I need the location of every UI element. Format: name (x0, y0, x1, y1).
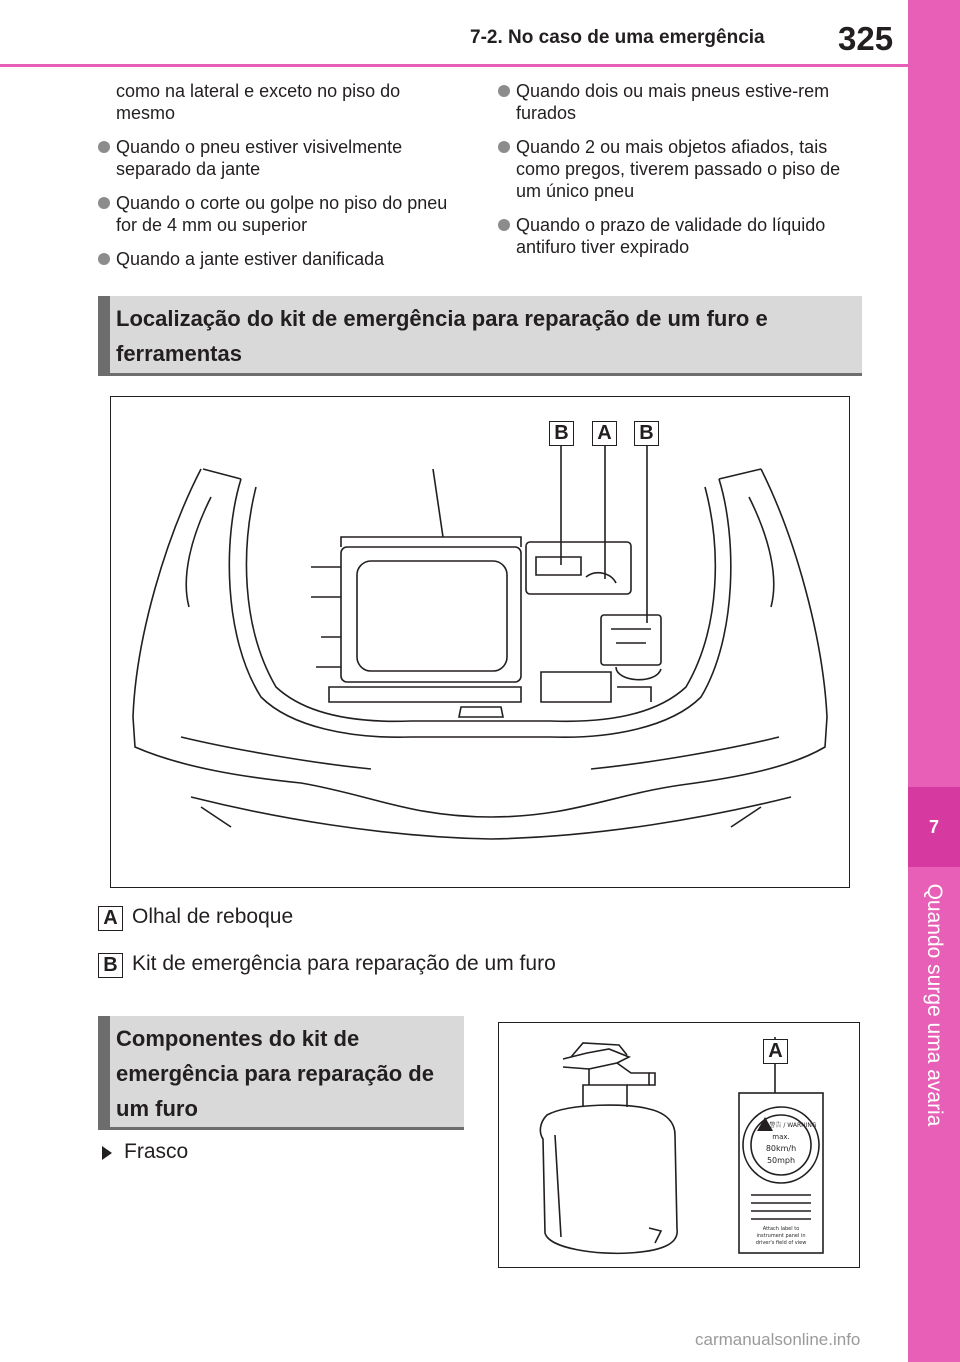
warning-label-note-2: instrument panel in (756, 1233, 806, 1239)
chapter-side-tab (908, 0, 960, 1362)
list-item-text: Quando dois ou mais pneus estive-rem furados (516, 81, 830, 123)
bullet-icon (498, 85, 510, 97)
bullet-icon (98, 197, 110, 209)
section-heading-components: Componentes do kit de emergência para reparação de um furo (98, 1016, 464, 1130)
list-item (98, 192, 458, 236)
list-item-text: Quando o corte ou golpe no piso do pneu for de 4 mm ou superior (116, 193, 448, 235)
right-column (498, 80, 860, 270)
list-item (498, 214, 860, 258)
header-rule (0, 64, 908, 67)
header-section-title: 7-2. No caso de uma emergência (470, 27, 765, 48)
warning-label-mph: 50mph (766, 1156, 796, 1165)
bottle-figure (498, 1022, 860, 1268)
section-heading-location: Localização do kit de emergência para reparação de um furo e ferramentas (98, 296, 862, 376)
list-item (98, 248, 458, 270)
bullet-icon (98, 253, 110, 265)
page-number: 325 (838, 20, 894, 57)
chapter-number: 7 (908, 787, 960, 867)
warning-label-note-3: driver's field of view (755, 1240, 807, 1246)
bullet-icon (498, 141, 510, 153)
list-item-text: Quando o prazo de validade do líquido antifuro tiver expirado (516, 215, 826, 257)
list-item (498, 80, 860, 124)
list-item (98, 136, 458, 180)
bullet-icon (98, 141, 110, 153)
left-column (98, 80, 458, 282)
warning-label-header: 警告 / WARNING (769, 1122, 817, 1129)
warning-label-kmh: 80km/h (765, 1144, 797, 1153)
legend-badge-a: A (98, 906, 123, 931)
bullet-icon (498, 219, 510, 231)
figure-label-a: A (763, 1039, 788, 1064)
list-item-text: Quando a jante estiver danificada (116, 249, 385, 269)
figure-label-b: B (549, 421, 574, 446)
list-item-text: Quando 2 ou mais objetos afiados, tais como pregos, tiverem passado o piso de um único pneu (516, 137, 841, 201)
watermark: carmanualsonline.info (695, 1330, 861, 1349)
trunk-illustration (111, 397, 849, 887)
component-item: Frasco (124, 1140, 189, 1163)
trunk-figure (110, 396, 850, 888)
legend-text-b: Kit de emergência para reparação de um furo (132, 952, 556, 975)
figure-label-b: B (634, 421, 659, 446)
legend-text-a: Olhal de reboque (132, 905, 294, 928)
continuation-text: como na lateral e exceto no piso do mesmo (116, 81, 401, 123)
arrow-icon (102, 1146, 112, 1160)
warning-label-note-1: Attach label to (762, 1226, 800, 1232)
legend-badge-b: B (98, 953, 123, 978)
warning-label-max: max. (772, 1133, 790, 1141)
list-item-text: Quando o pneu estiver visivelmente separado da jante (116, 137, 403, 179)
chapter-title: Quando surge uma avaria (923, 883, 946, 1127)
bottle-illustration (499, 1023, 859, 1267)
list-item (498, 136, 860, 202)
figure-label-a: A (592, 421, 617, 446)
